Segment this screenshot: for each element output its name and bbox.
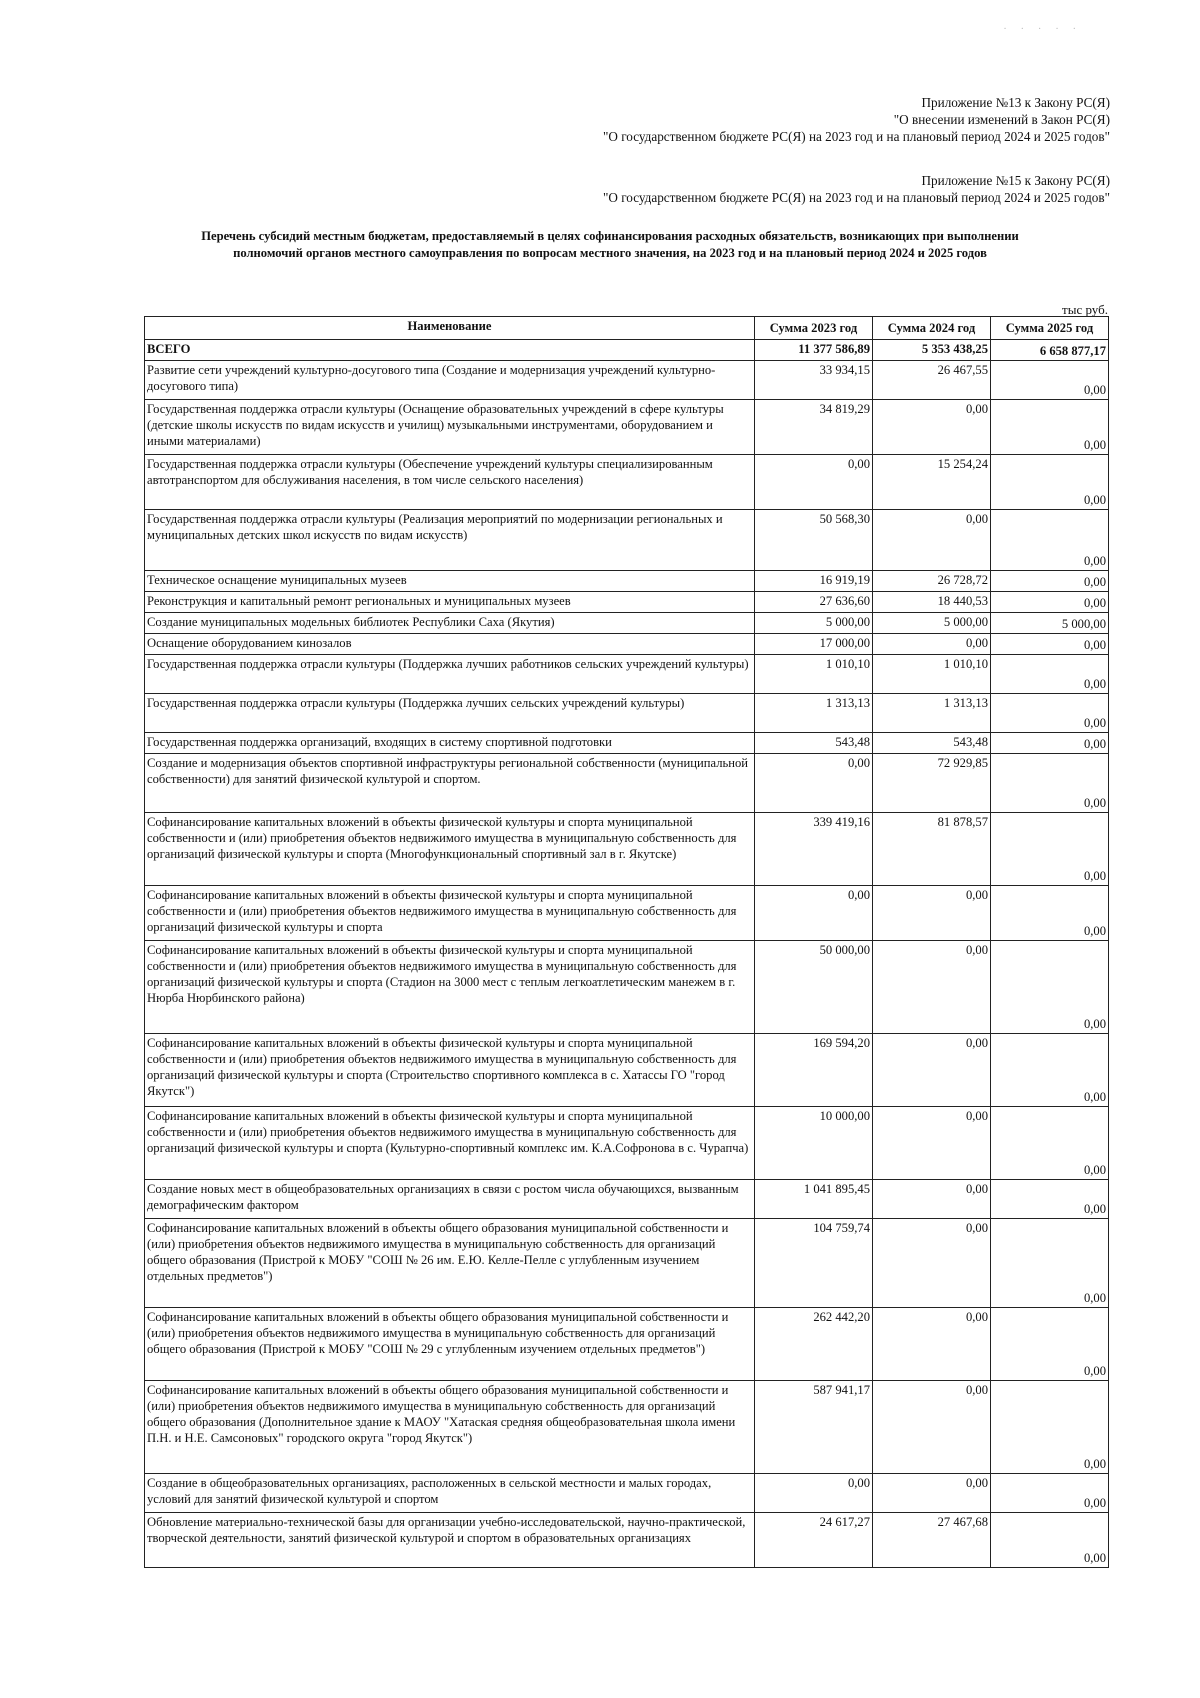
header-line: Приложение №15 к Закону РС(Я) <box>921 173 1110 188</box>
table-row <box>145 886 1109 941</box>
row-2025-cell: 0,00 <box>991 1513 1109 1568</box>
header-line: "О государственном бюджете РС(Я) на 2023 год и на плановый период 2024 и 2025 годов" <box>602 190 1110 205</box>
row-name-cell: Создание в общеобразовательных организациях, расположенных в сельской местности и малых городах, условий для занятий физической культурой и спортом <box>145 1474 755 1513</box>
row-2025-cell: 0,00 <box>991 1381 1109 1474</box>
row-2023-cell: 0,00 <box>755 455 873 510</box>
row-2023-cell: 587 941,17 <box>755 1381 873 1474</box>
row-name-cell: Софинансирование капитальных вложений в объекты общего образования муниципальной собственности и (или) приобретения объектов недвижимого имущества в муниципальную собственность для организаций общего образования (Дополнительное здание к МАОУ "Хатаская средняя общеобразовательная школа имени П.Н. и Н.Е. Самсоновых" городского округа "город Якутск") <box>145 1381 755 1474</box>
table-row <box>145 655 1109 694</box>
row-2024-cell: 26 467,55 <box>873 361 991 400</box>
table-row <box>145 733 1109 754</box>
document-title <box>100 228 1120 262</box>
row-2023-cell: 17 000,00 <box>755 634 873 655</box>
row-name-cell: Государственная поддержка отрасли культуры (Поддержка лучших сельских учреждений культуры) <box>145 694 755 733</box>
units-label: тыс руб. <box>1062 302 1108 317</box>
row-name-cell: Реконструкция и капитальный ремонт региональных и муниципальных музеев <box>145 592 755 613</box>
row-2025-cell: 0,00 <box>991 1219 1109 1308</box>
title-line: полномочий органов местного самоуправления по вопросам местного значения, на 2023 год и на плановый период 2024 и 2025 годов <box>233 246 987 260</box>
row-2025-cell: 0,00 <box>991 455 1109 510</box>
row-2025-cell: 0,00 <box>991 1107 1109 1180</box>
row-2023-cell: 543,48 <box>755 733 873 754</box>
row-name-cell: Создание и модернизация объектов спортивной инфраструктуры региональной собственности (муниципальной собственности) для занятий физической культурой и спортом. <box>145 754 755 813</box>
table-row <box>145 941 1109 1034</box>
row-2023-cell: 0,00 <box>755 886 873 941</box>
table-header-row <box>145 317 1109 340</box>
row-2024-cell: 0,00 <box>873 1474 991 1513</box>
row-2023-cell: 5 000,00 <box>755 613 873 634</box>
row-2023-cell: 50 000,00 <box>755 941 873 1034</box>
row-2023-cell: 10 000,00 <box>755 1107 873 1180</box>
table-body <box>145 340 1109 1568</box>
title-line: Перечень субсидий местным бюджетам, предоставляемый в целях софинансирования расходных обязательств, возникающих при выполнении <box>201 229 1019 243</box>
row-2023-cell: 24 617,27 <box>755 1513 873 1568</box>
column-header-2023: Сумма 2023 год <box>755 317 873 340</box>
table-row <box>145 571 1109 592</box>
table-row <box>145 613 1109 634</box>
table-row <box>145 1219 1109 1308</box>
table-row <box>145 1308 1109 1381</box>
row-2025-cell: 0,00 <box>991 941 1109 1034</box>
row-2023-cell: 1 041 895,45 <box>755 1180 873 1219</box>
row-name-cell: Софинансирование капитальных вложений в объекты физической культуры и спорта муниципальной собственности и (или) приобретения объектов недвижимого имущества в муниципальную собственность для организаций физической культуры и спорта <box>145 886 755 941</box>
row-2024-cell: 15 254,24 <box>873 455 991 510</box>
table-row <box>145 1513 1109 1568</box>
table-row <box>145 361 1109 400</box>
row-name-cell: Софинансирование капитальных вложений в объекты физической культуры и спорта муниципальной собственности и (или) приобретения объектов недвижимого имущества в муниципальную собственность для организаций физической культуры и спорта (Строительство спортивного комплекса в с. Хатассы ГО "город Якутск") <box>145 1034 755 1107</box>
row-2023-cell: 169 594,20 <box>755 1034 873 1107</box>
row-2025-cell: 0,00 <box>991 813 1109 886</box>
appendix-15-header <box>603 172 1110 206</box>
row-2023-cell: 0,00 <box>755 754 873 813</box>
subsidies-table <box>144 316 1109 1568</box>
row-2024-cell: 0,00 <box>873 886 991 941</box>
row-name-cell: Софинансирование капитальных вложений в объекты физической культуры и спорта муниципальной собственности и (или) приобретения объектов недвижимого имущества в муниципальную собственность для организаций физической культуры и спорта (Культурно-спортивный комплекс им. К.А.Софронова в с. Чурапча) <box>145 1107 755 1180</box>
header-line: Приложение №13 к Закону РС(Я) <box>921 95 1110 110</box>
row-2024-cell: 5 000,00 <box>873 613 991 634</box>
row-2025-cell: 0,00 <box>991 361 1109 400</box>
row-2023-cell: 11 377 586,89 <box>755 340 873 361</box>
row-2023-cell: 339 419,16 <box>755 813 873 886</box>
table-row <box>145 400 1109 455</box>
row-2025-cell: 0,00 <box>991 510 1109 571</box>
row-2025-cell: 0,00 <box>991 694 1109 733</box>
table-row <box>145 455 1109 510</box>
row-2025-cell: 5 000,00 <box>991 613 1109 634</box>
column-header-2024: Сумма 2024 год <box>873 317 991 340</box>
row-2024-cell: 0,00 <box>873 1180 991 1219</box>
row-name-cell: Создание новых мест в общеобразовательных организациях в связи с ростом числа обучающихся, вызванным демографическим фактором <box>145 1180 755 1219</box>
table-row <box>145 813 1109 886</box>
row-name-cell: Государственная поддержка отрасли культуры (Реализация мероприятий по модернизации региональных и муниципальных детских школ искусств по видам искусств) <box>145 510 755 571</box>
table-row <box>145 1180 1109 1219</box>
row-2025-cell: 0,00 <box>991 592 1109 613</box>
column-header-name: Наименование <box>145 317 755 340</box>
row-2023-cell: 34 819,29 <box>755 400 873 455</box>
row-2023-cell: 1 313,13 <box>755 694 873 733</box>
row-2024-cell: 0,00 <box>873 1308 991 1381</box>
table-row <box>145 694 1109 733</box>
row-2024-cell: 81 878,57 <box>873 813 991 886</box>
table-row <box>145 1034 1109 1107</box>
header-line: "О государственном бюджете РС(Я) на 2023 год и на плановый период 2024 и 2025 годов" <box>602 129 1110 144</box>
row-2023-cell: 1 010,10 <box>755 655 873 694</box>
table-row <box>145 634 1109 655</box>
row-name-cell: Государственная поддержка отрасли культуры (Обеспечение учреждений культуры специализированным автотранспортом для обслуживания населения, в том числе сельского населения) <box>145 455 755 510</box>
header-line: "О внесении изменений в Закон РС(Я) <box>893 112 1110 127</box>
row-2025-cell: 0,00 <box>991 754 1109 813</box>
row-2024-cell: 0,00 <box>873 1219 991 1308</box>
row-2025-cell: 0,00 <box>991 1034 1109 1107</box>
row-name-cell: Софинансирование капитальных вложений в объекты физической культуры и спорта муниципальной собственности и (или) приобретения объектов недвижимого имущества в муниципальную собственность для организаций физической культуры и спорта (Стадион на 3000 мест с теплым легкоатлетическим манежем в г. Нюрба Нюрбинского района) <box>145 941 755 1034</box>
scan-artifact: ····· <box>1003 24 1090 35</box>
row-2024-cell: 0,00 <box>873 634 991 655</box>
row-2025-cell: 0,00 <box>991 1474 1109 1513</box>
table-row <box>145 1474 1109 1513</box>
row-name-cell: Развитие сети учреждений культурно-досугового типа (Создание и модернизация учреждений культурно-досугового типа) <box>145 361 755 400</box>
row-2025-cell: 0,00 <box>991 1308 1109 1381</box>
row-2024-cell: 1 313,13 <box>873 694 991 733</box>
table-row <box>145 592 1109 613</box>
row-2025-cell: 6 658 877,17 <box>991 340 1109 361</box>
row-2025-cell: 0,00 <box>991 400 1109 455</box>
row-2024-cell: 5 353 438,25 <box>873 340 991 361</box>
row-2023-cell: 0,00 <box>755 1474 873 1513</box>
row-2023-cell: 33 934,15 <box>755 361 873 400</box>
row-2024-cell: 1 010,10 <box>873 655 991 694</box>
row-name-cell: Государственная поддержка организаций, входящих в систему спортивной подготовки <box>145 733 755 754</box>
row-2023-cell: 104 759,74 <box>755 1219 873 1308</box>
row-name-cell: ВСЕГО <box>145 340 755 361</box>
row-2024-cell: 18 440,53 <box>873 592 991 613</box>
row-2024-cell: 0,00 <box>873 941 991 1034</box>
table-row-total <box>145 340 1109 361</box>
row-2024-cell: 0,00 <box>873 400 991 455</box>
table-row <box>145 1107 1109 1180</box>
row-2025-cell: 0,00 <box>991 634 1109 655</box>
row-2023-cell: 27 636,60 <box>755 592 873 613</box>
column-header-2025: Сумма 2025 год <box>991 317 1109 340</box>
row-name-cell: Техническое оснащение муниципальных музеев <box>145 571 755 592</box>
row-2024-cell: 0,00 <box>873 1034 991 1107</box>
row-name-cell: Софинансирование капитальных вложений в объекты общего образования муниципальной собственности и (или) приобретения объектов недвижимого имущества в муниципальную собственность для организаций общего образования (Пристрой к МОБУ "СОШ № 29 с углубленным изучением отдельных предметов") <box>145 1308 755 1381</box>
row-2023-cell: 16 919,19 <box>755 571 873 592</box>
row-2024-cell: 543,48 <box>873 733 991 754</box>
row-2025-cell: 0,00 <box>991 733 1109 754</box>
row-2025-cell: 0,00 <box>991 886 1109 941</box>
row-2024-cell: 72 929,85 <box>873 754 991 813</box>
row-2024-cell: 27 467,68 <box>873 1513 991 1568</box>
row-2024-cell: 0,00 <box>873 510 991 571</box>
row-name-cell: Создание муниципальных модельных библиотек Республики Саха (Якутия) <box>145 613 755 634</box>
row-name-cell: Государственная поддержка отрасли культуры (Оснащение образовательных учреждений в сфере культуры (детские школы искусств по видам искусств и училищ) музыкальными инструментами, оборудованием и иными материалами) <box>145 400 755 455</box>
row-2025-cell: 0,00 <box>991 1180 1109 1219</box>
row-2023-cell: 50 568,30 <box>755 510 873 571</box>
table-row <box>145 1381 1109 1474</box>
row-2025-cell: 0,00 <box>991 655 1109 694</box>
table-row <box>145 510 1109 571</box>
row-name-cell: Государственная поддержка отрасли культуры (Поддержка лучших работников сельских учреждений культуры) <box>145 655 755 694</box>
row-2024-cell: 0,00 <box>873 1107 991 1180</box>
row-name-cell: Обновление материально-технической базы для организации учебно-исследовательской, научно-практической, творческой деятельности, занятий физической культурой и спортом в образовательных организациях <box>145 1513 755 1568</box>
row-2023-cell: 262 442,20 <box>755 1308 873 1381</box>
row-name-cell: Софинансирование капитальных вложений в объекты физической культуры и спорта муниципальной собственности и (или) приобретения объектов недвижимого имущества в муниципальную собственность для организаций физической культуры и спорта (Многофункциональный спортивный зал в г. Якутске) <box>145 813 755 886</box>
row-name-cell: Софинансирование капитальных вложений в объекты общего образования муниципальной собственности и (или) приобретения объектов недвижимого имущества в муниципальную собственность для организаций общего образования (Пристрой к МОБУ "СОШ № 26 им. Е.Ю. Келле-Пелле с углубленным изучением отдельных предметов") <box>145 1219 755 1308</box>
row-name-cell: Оснащение оборудованием кинозалов <box>145 634 755 655</box>
row-2024-cell: 26 728,72 <box>873 571 991 592</box>
appendix-13-header <box>603 94 1110 145</box>
row-2025-cell: 0,00 <box>991 571 1109 592</box>
row-2024-cell: 0,00 <box>873 1381 991 1474</box>
table-row <box>145 754 1109 813</box>
